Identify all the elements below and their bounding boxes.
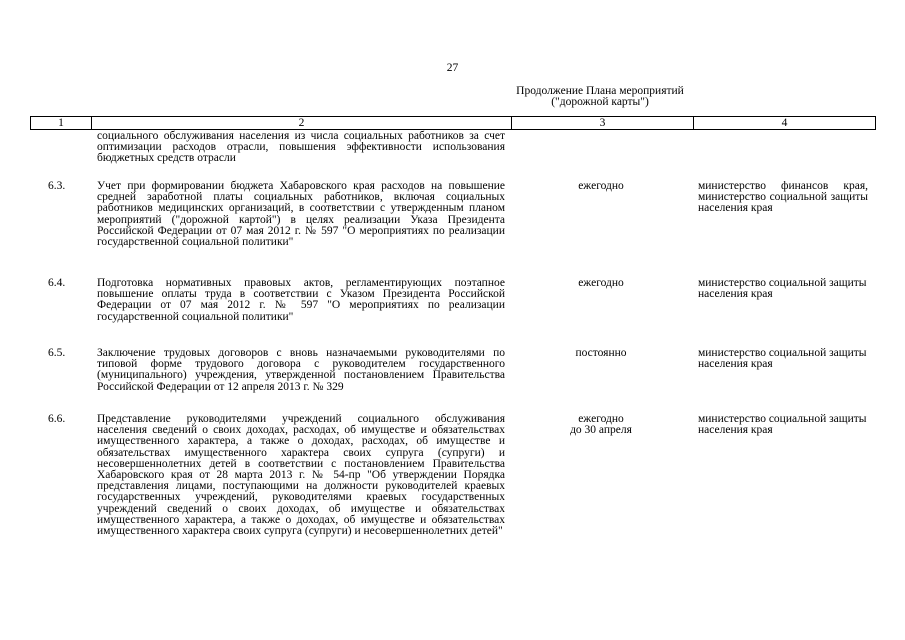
row-term-line-2: до 30 апреля <box>570 424 632 437</box>
row-term-line-1: ежегодно <box>578 180 624 192</box>
row-responsible: министерство финансов края, министерство социальной защиты населения края <box>698 180 868 215</box>
row-description: Заключение трудовых договоров с вновь назначаемыми руководителями по типовой форме трудового договора с руководителем государственного (муниципального) учреждения, утвержденной постановлением Правительства Российской Федерации от 12 апреля 2013 г. № 329 <box>97 347 505 393</box>
column-header-3: 3 <box>512 117 694 129</box>
page-number: 27 <box>446 62 459 74</box>
row-number: 6.5. <box>48 347 66 359</box>
table-caption <box>500 86 700 108</box>
row-term-line-1: ежегодно <box>578 277 624 289</box>
row-number: 6.3. <box>48 180 66 192</box>
row-term <box>510 414 692 436</box>
table-header-row <box>30 116 876 130</box>
row-term-line-1: ежегодно <box>578 413 624 425</box>
caption-line-2: ("дорожной карты") <box>551 96 649 108</box>
caption-line-1: Продолжение Плана мероприятий <box>516 85 684 97</box>
row-responsible: министерство социальной защиты населения края <box>698 413 867 437</box>
row-description: Учет при формировании бюджета Хабаровского края расходов на повышение средней заработной платы социальных работников, включая социальных работников медицинских организаций, в соответствии с утвержденным планом мероприятий ("дорожной картой") в целях реализации Указа Президента Российской Федерации от 07 мая 2012 г. № 597 "О мероприятиях по реализации государственной социальной политики" <box>97 180 505 249</box>
column-header-1: 1 <box>31 117 92 129</box>
row-description: Представление руководителями учреждений социального обслуживания населения сведений о своих доходах, расходах, об имуществе и обязательствах имущественного характера, а также о доходах, расходах, об имуществе и обязательствах имущественного характера своих супруга (супруги) и несовершеннолетних детей в соответствии с постановлением Правительства Хабаровского края от 28 марта 2013 г. № 54-пр "Об утверждении Порядка представления лицами, поступающими на должности руководителей краевых государственных учреждений, руководителями краевых государственных учреждений сведений о своих доходах, об имуществе и обязательствах имущественного характера, а также о доходах, об имуществе и обязательствах имущественного характера своих супруга (супруги) и несовершеннолетних детей" <box>97 413 505 538</box>
row-responsible: министерство социальной защиты населения края <box>698 347 867 371</box>
column-header-2: 2 <box>92 117 512 129</box>
continuation-text: социального обслуживания населения из числа социальных работников за счет оптимизации расходов отрасли, повышения эффективности использования бюджетных средств отрасли <box>97 130 505 165</box>
row-number: 6.4. <box>48 277 66 289</box>
row-term-line-1: постоянно <box>575 347 627 359</box>
column-header-4: 4 <box>781 117 788 129</box>
row-responsible: министерство социальной защиты населения края <box>698 277 867 301</box>
row-description: Подготовка нормативных правовых актов, регламентирующих поэтапное повышение оплаты труда в соответствии с Указом Президента Российской Федерации от 07 мая 2012 г. № 597 "О мероприятиях по реализации государственной социальной политики" <box>97 277 505 323</box>
row-term <box>510 278 692 289</box>
row-term <box>510 348 692 359</box>
row-term <box>510 181 692 192</box>
row-number: 6.6. <box>48 413 66 425</box>
